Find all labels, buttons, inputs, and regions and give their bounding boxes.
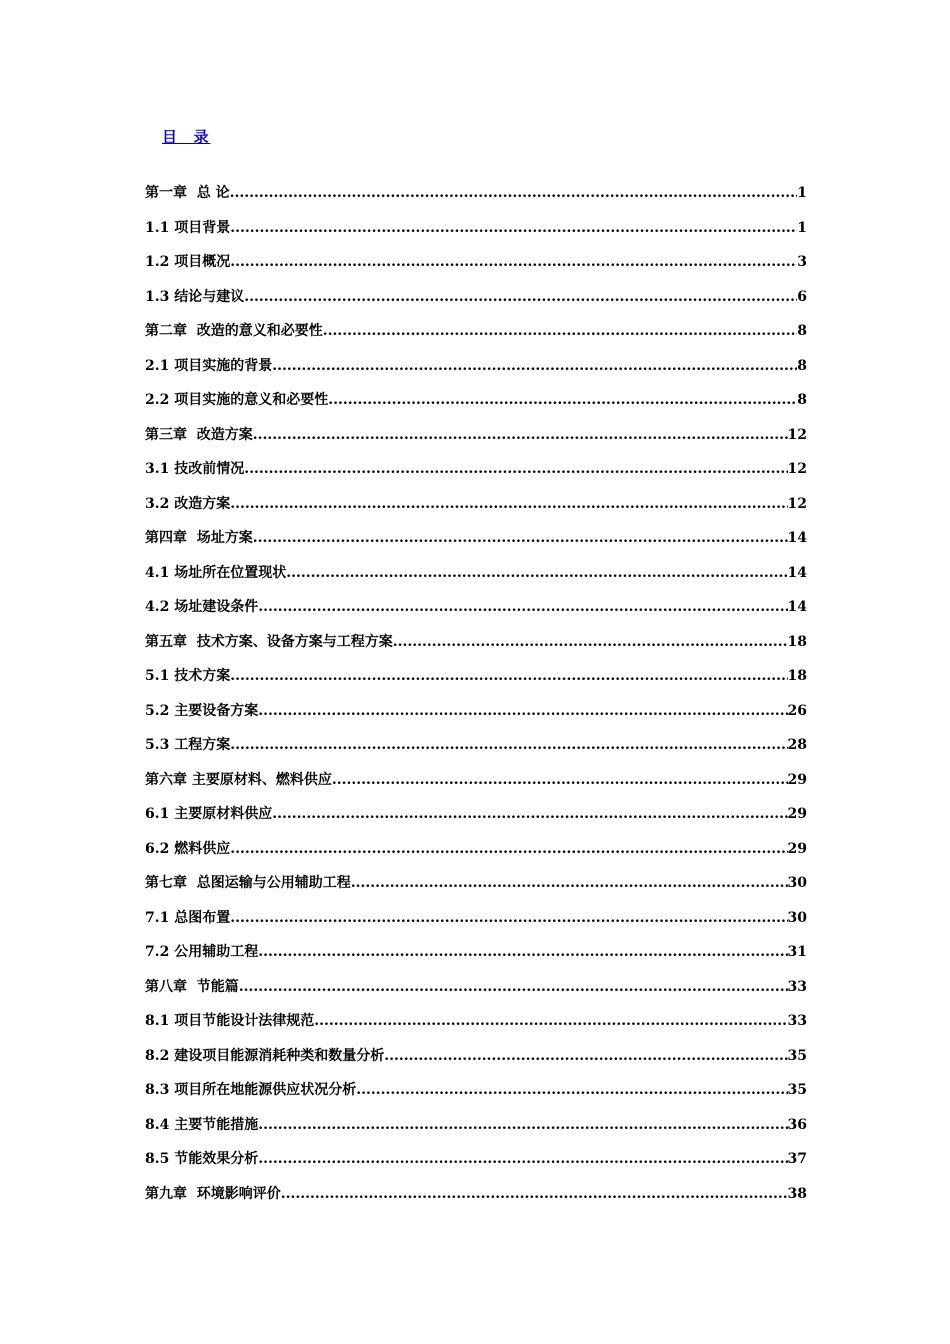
toc-entry[interactable] [145, 631, 807, 666]
toc-entry-page-number: 35 [787, 1082, 807, 1098]
toc-entry[interactable] [145, 976, 807, 1011]
toc-entry-page-number: 28 [787, 737, 807, 753]
toc-entry-label: 6.2 燃料供应 [145, 840, 231, 857]
toc-entry-page-number: 6 [797, 288, 807, 305]
toc-leader-dots [356, 1082, 787, 1098]
toc-entry-page-number: 1 [797, 185, 807, 201]
toc-leader-dots [253, 530, 788, 546]
toc-entry-page-number: 30 [787, 909, 807, 926]
toc-entry[interactable] [145, 941, 807, 976]
toc-entry[interactable] [145, 493, 807, 528]
toc-leader-dots [258, 1117, 787, 1133]
toc-leader-dots [244, 461, 787, 477]
toc-entry-label: 3.2 改造方案 [145, 495, 231, 512]
toc-entry-label: 第五章 技术方案、设备方案与工程方案 [145, 633, 393, 650]
toc-entry-page-number: 1 [797, 219, 807, 236]
toc-entry[interactable] [145, 1114, 807, 1149]
toc-title-link[interactable]: 目 录 [162, 128, 211, 146]
toc-entry-label: 第二章 改造的意义和必要性 [145, 323, 323, 339]
toc-entry-page-number: 29 [787, 771, 807, 788]
toc-leader-dots [393, 634, 788, 650]
toc-entry[interactable] [145, 424, 807, 459]
toc-leader-dots [253, 427, 788, 443]
toc-entry-label: 2.1 项目实施的背景 [145, 357, 273, 374]
toc-leader-dots [328, 392, 797, 408]
toc-entry-page-number: 12 [787, 461, 807, 477]
toc-leader-dots [286, 565, 787, 581]
toc-leader-dots [323, 323, 798, 339]
toc-leader-dots [258, 1151, 787, 1167]
toc-entry-page-number: 29 [787, 840, 807, 857]
toc-entry[interactable] [145, 458, 807, 493]
toc-leader-dots [332, 772, 788, 788]
toc-leader-dots [230, 220, 797, 236]
toc-entry-page-number: 8 [797, 357, 807, 374]
toc-entry[interactable] [145, 907, 807, 942]
toc-entry-label: 第一章 总 论 [145, 185, 230, 201]
toc-leader-dots [258, 944, 787, 960]
toc-leader-dots [239, 979, 788, 995]
toc-leader-dots [258, 703, 787, 719]
toc-entry[interactable] [145, 217, 807, 252]
toc-list [145, 182, 807, 1217]
toc-entry[interactable] [145, 1010, 807, 1045]
toc-entry-label: 2.2 项目实施的意义和必要性 [145, 392, 329, 408]
toc-entry-label: 第八章 节能篇 [145, 978, 239, 995]
toc-entry-label: 3.1 技改前情况 [145, 461, 245, 477]
toc-leader-dots [230, 841, 787, 857]
toc-entry-page-number: 3 [797, 254, 807, 270]
toc-entry[interactable] [145, 286, 807, 321]
toc-leader-dots [230, 737, 787, 753]
toc-entry[interactable] [145, 1183, 807, 1218]
toc-leader-dots [351, 875, 788, 891]
toc-entry-page-number: 33 [787, 1013, 807, 1029]
toc-entry-page-number: 35 [787, 1047, 807, 1064]
toc-entry-label: 5.3 工程方案 [145, 737, 231, 753]
toc-entry[interactable] [145, 734, 807, 769]
toc-entry[interactable] [145, 1045, 807, 1080]
toc-entry[interactable] [145, 1148, 807, 1183]
toc-leader-dots [314, 1013, 787, 1029]
toc-leader-dots [230, 185, 798, 201]
toc-entry-label: 8.5 节能效果分析 [145, 1151, 259, 1167]
toc-entry-label: 第九章 环境影响评价 [145, 1185, 281, 1202]
toc-entry-page-number: 31 [787, 944, 807, 960]
toc-entry-label: 8.4 主要节能措施 [145, 1116, 259, 1133]
toc-leader-dots [272, 806, 787, 822]
toc-entry[interactable] [145, 769, 807, 804]
toc-leader-dots [230, 496, 787, 512]
toc-entry[interactable] [145, 355, 807, 390]
toc-entry-label: 第六章 主要原材料、燃料供应 [145, 771, 332, 788]
toc-entry[interactable] [145, 838, 807, 873]
toc-entry[interactable] [145, 562, 807, 597]
toc-entry-page-number: 33 [787, 978, 807, 995]
toc-entry[interactable] [145, 803, 807, 838]
toc-leader-dots [244, 289, 797, 305]
toc-entry-page-number: 29 [787, 806, 807, 822]
toc-entry-page-number: 18 [787, 633, 807, 650]
toc-entry-label: 8.2 建设项目能源消耗种类和数量分析 [145, 1047, 385, 1064]
toc-entry-page-number: 14 [787, 564, 807, 581]
toc-entry-page-number: 14 [787, 530, 807, 546]
toc-entry-page-number: 14 [787, 599, 807, 615]
toc-entry-label: 第三章 改造方案 [145, 426, 253, 443]
toc-entry-page-number: 38 [787, 1185, 807, 1202]
toc-entry-label: 8.3 项目所在地能源供应状况分析 [145, 1082, 357, 1098]
toc-entry-label: 1.1 项目背景 [145, 219, 231, 236]
toc-leader-dots [281, 1186, 788, 1202]
toc-entry[interactable] [145, 527, 807, 562]
toc-entry-label: 7.2 公用辅助工程 [145, 944, 259, 960]
toc-entry-label: 1.2 项目概况 [145, 254, 231, 270]
toc-entry-label: 第七章 总图运输与公用辅助工程 [145, 875, 351, 891]
toc-leader-dots [272, 358, 797, 374]
toc-entry-label: 1.3 结论与建议 [145, 288, 245, 305]
toc-entry-page-number: 30 [787, 875, 807, 891]
toc-entry[interactable] [145, 320, 807, 355]
toc-entry-label: 4.1 场址所在位置现状 [145, 564, 287, 581]
toc-entry[interactable] [145, 1079, 807, 1114]
toc-entry-page-number: 8 [797, 392, 807, 408]
toc-entry[interactable] [145, 700, 807, 735]
toc-entry-label: 6.1 主要原材料供应 [145, 806, 273, 822]
toc-entry[interactable] [145, 182, 807, 217]
toc-entry-page-number: 37 [787, 1151, 807, 1167]
toc-entry-page-number: 26 [787, 702, 807, 719]
toc-leader-dots [230, 254, 797, 270]
toc-entry[interactable] [145, 872, 807, 907]
toc-entry[interactable] [145, 665, 807, 700]
toc-leader-dots [384, 1048, 787, 1064]
toc-entry-label: 第四章 场址方案 [145, 530, 253, 546]
toc-entry-page-number: 18 [787, 668, 807, 684]
toc-entry[interactable] [145, 596, 807, 631]
toc-entry-label: 8.1 项目节能设计法律规范 [145, 1013, 315, 1029]
toc-entry-page-number: 12 [787, 426, 807, 443]
toc-entry-label: 4.2 场址建设条件 [145, 599, 259, 615]
toc-leader-dots [258, 599, 787, 615]
toc-leader-dots [230, 910, 787, 926]
toc-entry[interactable] [145, 389, 807, 424]
toc-entry-page-number: 36 [787, 1116, 807, 1133]
toc-entry-label: 5.2 主要设备方案 [145, 702, 259, 719]
toc-entry-page-number: 8 [797, 323, 807, 339]
toc-entry[interactable] [145, 251, 807, 286]
toc-leader-dots [230, 668, 787, 684]
toc-entry-label: 7.1 总图布置 [145, 909, 231, 926]
toc-entry-label: 5.1 技术方案 [145, 668, 231, 684]
toc-entry-page-number: 12 [787, 495, 807, 512]
